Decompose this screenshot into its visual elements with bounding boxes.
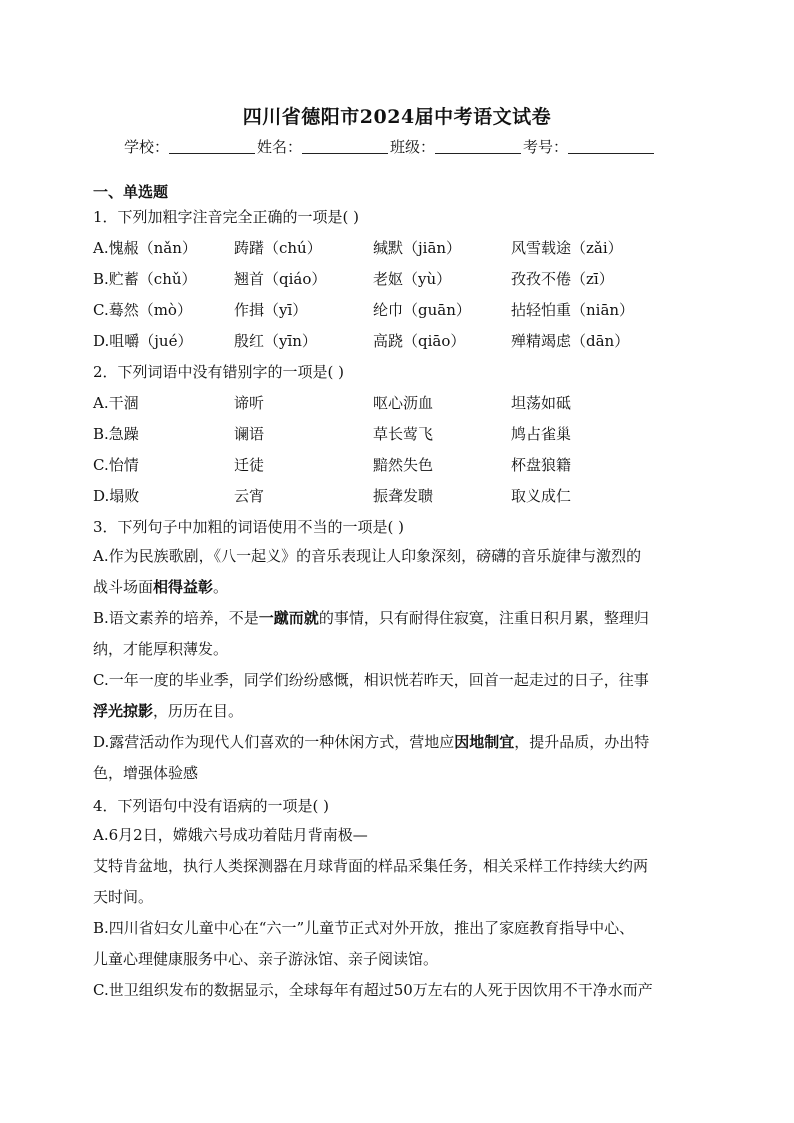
question-4-options [93,820,693,1006]
option-text: B.语文素养的培养，不是 [93,609,259,627]
bold-term: 一蹴而就 [258,609,319,627]
option-item: B.贮蓄（chǔ） [93,270,197,288]
option-b-line-2: 纳，才能厚积薄发。 [93,640,229,658]
option-item: 殷红（yīn） [234,332,317,350]
option-item: C.怡情 [93,456,139,474]
student-info-line [124,136,656,157]
name-label: 姓名： [257,138,303,156]
option-a-line-2 [93,572,693,603]
bold-term: 因地制宜 [454,733,515,751]
option-item: 拈轻怕重（niān） [511,301,635,319]
question-1-stem: 1．下列加粗字注音完全正确的一项是( ) [93,208,360,226]
option-item: C.蓦然（mò） [93,301,192,319]
question-3-options [93,541,693,789]
option-item: 呕心沥血 [373,394,434,412]
question-1-option-d [93,330,703,352]
option-text: 。 [213,578,229,596]
option-item: 谛听 [234,394,265,412]
option-item: B.急躁 [93,425,139,443]
option-item: 高跷（qiāo） [373,332,466,350]
option-item: 缄默（jiān） [373,239,462,257]
option-item: 取义成仁 [511,487,572,505]
option-item: A.干涸 [93,394,139,412]
option-a-line-1: A.6月2日，嫦娥六号成功着陆月背南极— [93,826,368,844]
option-item: D.塌败 [93,487,140,505]
school-blank[interactable] [169,139,255,154]
option-text: 的事情，只有耐得住寂寞，注重日积月累，整理归 [318,609,649,627]
bold-term: 浮光掠影 [93,702,154,720]
option-a-line-1: A.作为民族歌剧，《八一起义》的音乐表现让人印象深刻，磅礴的音乐旋律与激烈的 [93,547,642,565]
page-title: 四川省德阳市2024届中考语文试卷 [242,106,552,128]
option-item: D.咀嚼（jué） [93,332,193,350]
question-2-stem: 2．下列词语中没有错别字的一项是( ) [93,363,345,381]
name-blank[interactable] [302,139,388,154]
question-4-stem: 4．下列语句中没有语病的一项是( ) [93,797,330,815]
option-b-line-1: B.四川省妇女儿童中心在“六一”儿童节正式对外开放，推出了家庭教育指导中心、 [93,919,635,937]
option-item: 迁徒 [234,456,265,474]
option-b-line-1 [93,603,693,634]
option-item: 坦荡如砥 [511,394,572,412]
option-text: D.露营活动作为现代人们喜欢的一种休闲方式，营地应 [93,733,455,751]
option-item: 鸠占雀巢 [511,425,572,443]
question-1-option-c [93,299,703,321]
question-2-option-b [93,423,703,445]
bold-term: 相得益彰 [153,578,214,596]
option-item: 殚精竭虑（dān） [511,332,630,350]
section-heading: 一、单选题 [93,183,169,201]
option-c-line-1: C.世卫组织发布的数据显示，全球每年有超过50万左右的人死于因饮用不干净水而产 [93,981,653,999]
option-item: 作揖（yī） [234,301,308,319]
class-blank[interactable] [435,139,521,154]
option-b-line-2: 儿童心理健康服务中心、亲子游泳馆、亲子阅读馆。 [93,950,439,968]
number-label: 考号： [523,138,569,156]
option-item: 翘首（qiáo） [234,270,327,288]
option-c-line-2 [93,696,693,727]
option-item: 云宵 [234,487,265,505]
option-item: 杯盘狼籍 [511,456,572,474]
option-item: 老妪（yù） [373,270,452,288]
option-item: 孜孜不倦（zī） [511,270,614,288]
question-3-stem: 3．下列句子中加粗的词语使用不当的一项是( ) [93,518,405,536]
school-label: 学校： [124,138,170,156]
option-item: 风雪载途（zǎi） [511,239,623,257]
option-item: 谰语 [234,425,265,443]
number-blank[interactable] [568,139,654,154]
option-item: 纶巾（guān） [373,301,471,319]
option-text: ，历历在目。 [153,702,244,720]
option-item: 踌躇（chú） [234,239,322,257]
question-2-option-d [93,485,703,507]
question-2-option-a [93,392,703,414]
option-a-line-2: 艾特肯盆地，执行人类探测器在月球背面的样品采集任务，相关采样工作持续大约两 [93,857,649,875]
question-1-option-a [93,237,703,259]
question-1-option-b [93,268,703,290]
option-c-line-1: C.一年一度的毕业季，同学们纷纷感慨，相识恍若昨天，回首一起走过的日子，往事 [93,671,649,689]
class-label: 班级： [390,138,436,156]
option-item: 草长莺飞 [373,425,434,443]
option-text: ，提升品质，办出特 [514,733,650,751]
option-item: 黯然失色 [373,456,434,474]
option-item: 振聋发聩 [373,487,434,505]
option-d-line-2: 色，增强体验感 [93,764,199,782]
option-text: 战斗场面 [93,578,154,596]
option-a-line-3: 天时间。 [93,888,154,906]
option-d-line-1 [93,727,693,758]
question-2-option-c [93,454,703,476]
option-item: A.愧赧（nǎn） [93,239,197,257]
